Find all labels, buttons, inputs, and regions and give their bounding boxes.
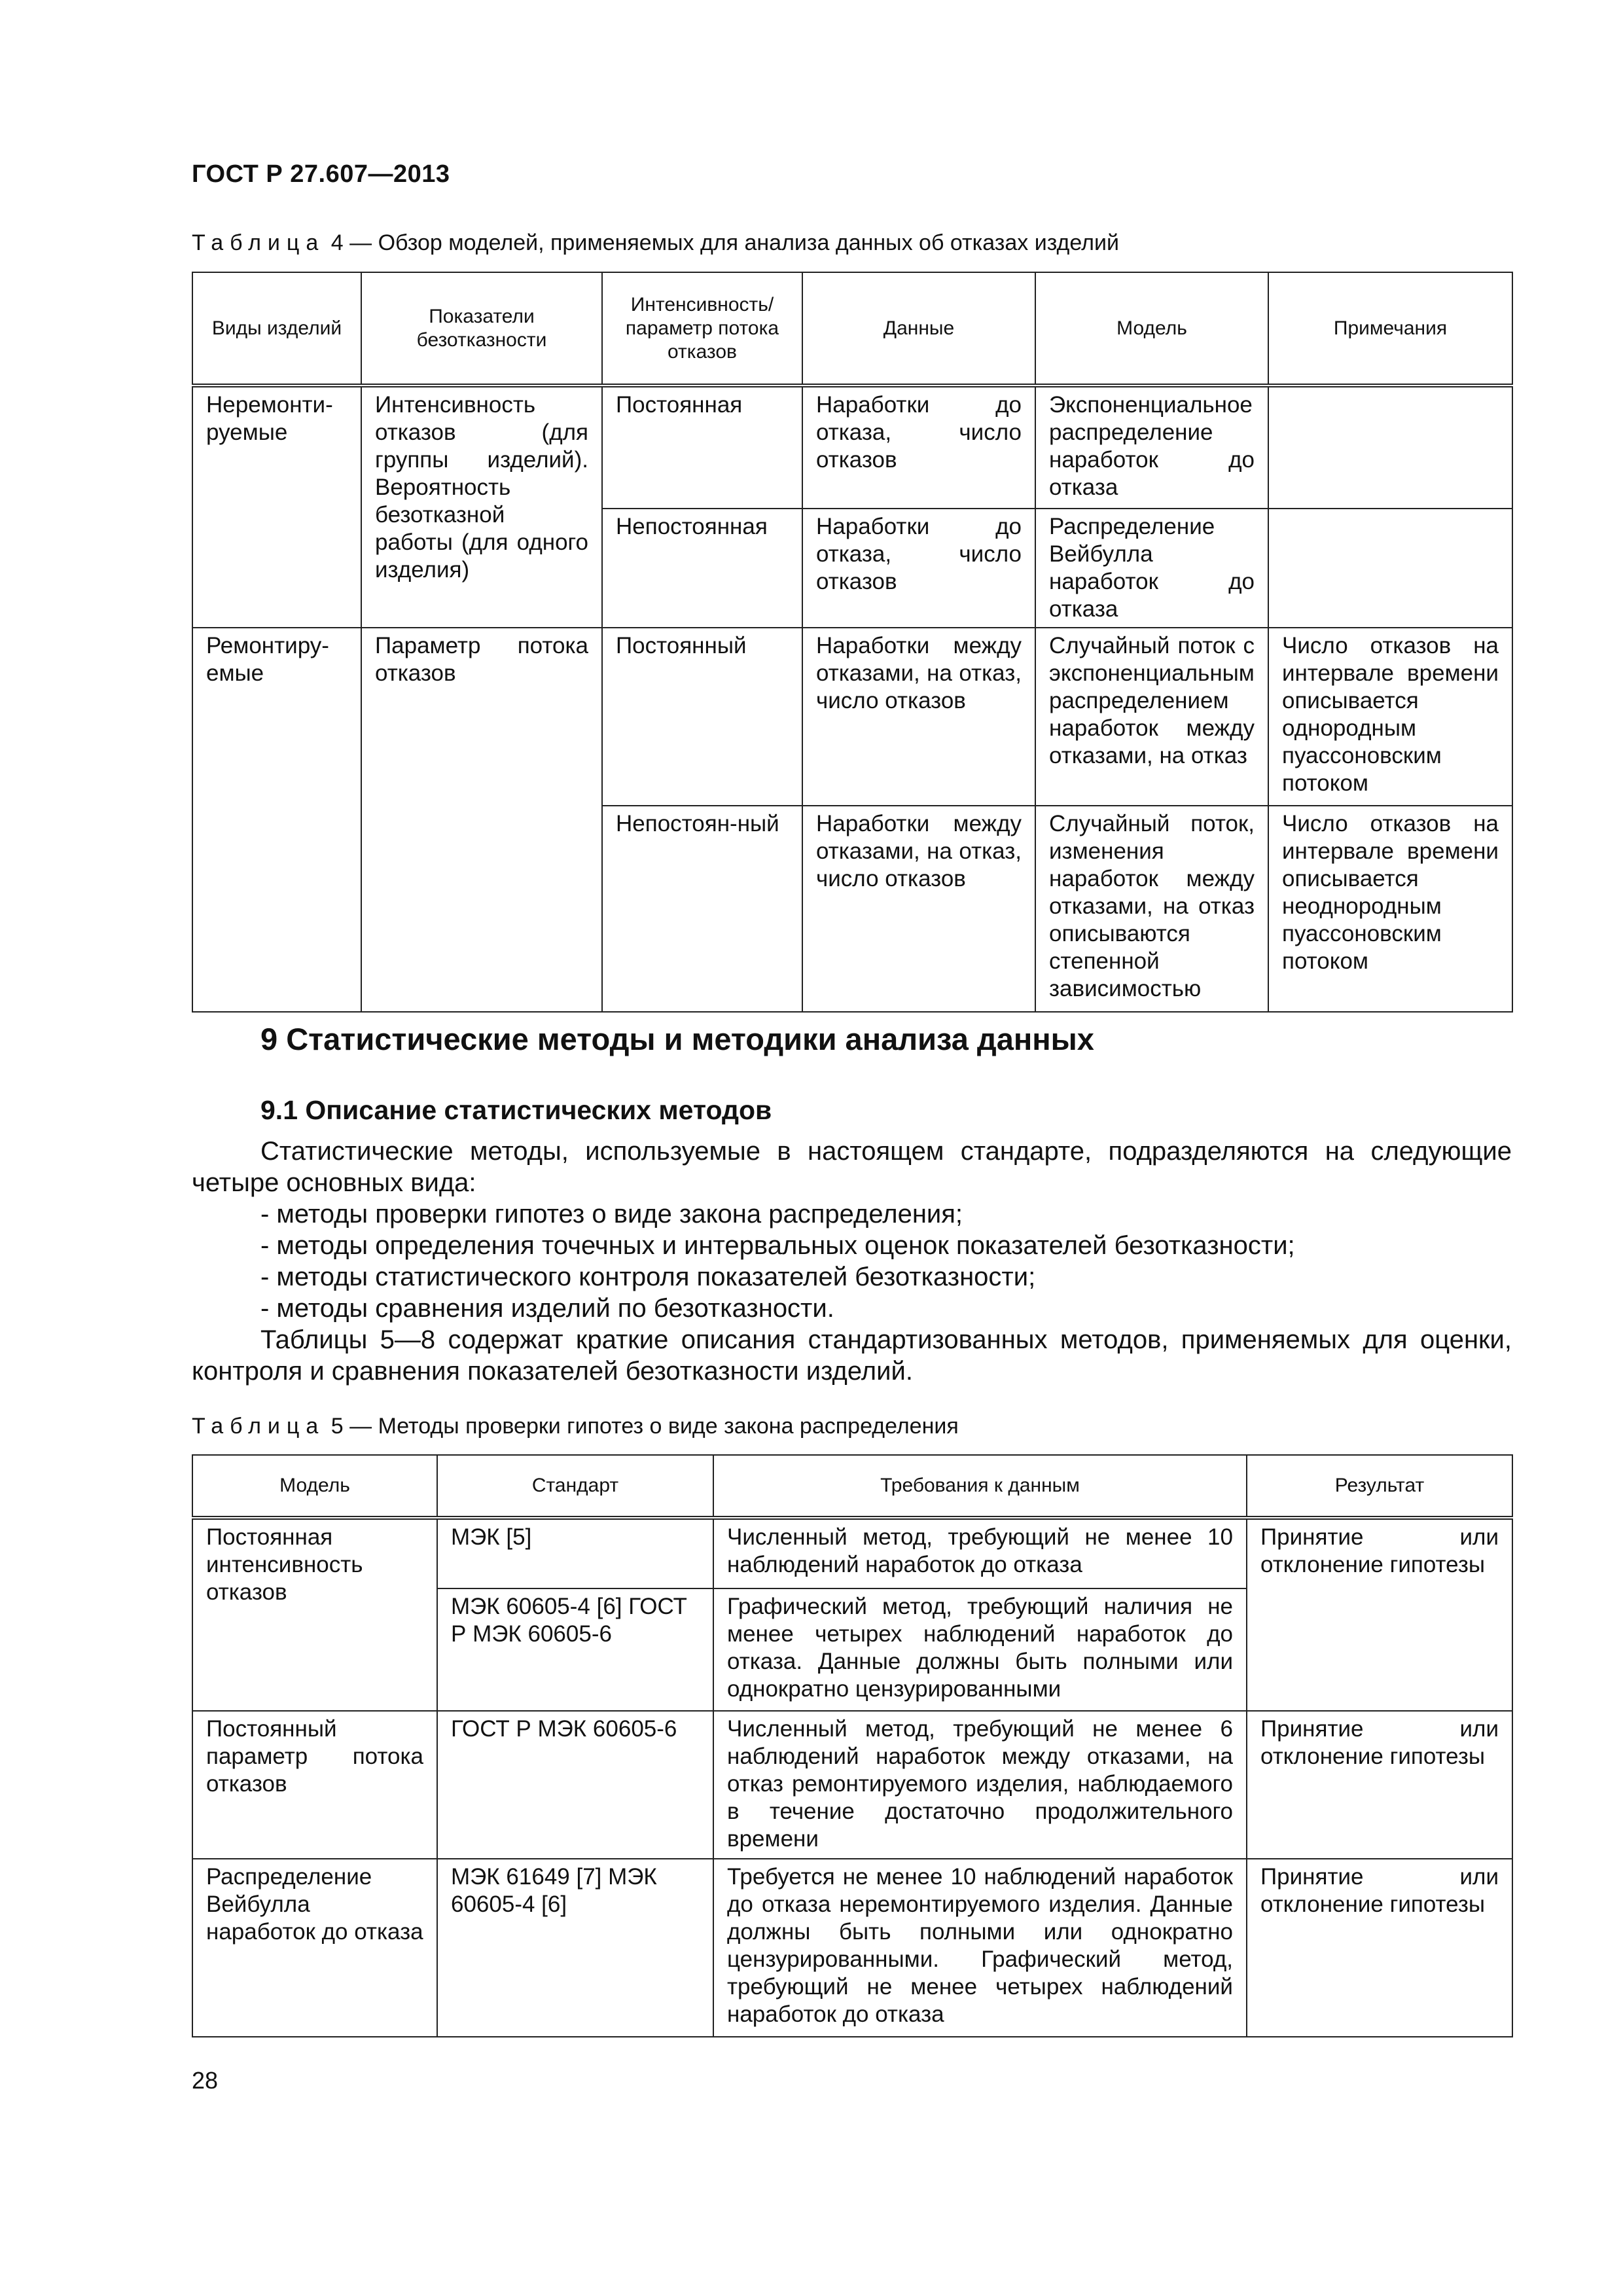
table-cell: Наработки до отказа, число отказов xyxy=(802,509,1035,628)
table4-header-row xyxy=(192,272,1512,386)
table-cell: Параметр потока отказов xyxy=(361,628,602,1012)
table-row xyxy=(192,628,1512,806)
document-header: ГОСТ Р 27.607—2013 xyxy=(192,160,450,188)
table4-header-cell: Интенсивность/ параметр потока отказов xyxy=(602,272,802,386)
table-cell: Постоянный параметр потока отказов xyxy=(192,1711,437,1859)
table-cell: Принятие или отклонение гипотезы xyxy=(1247,1711,1512,1859)
table4-header-cell: Виды изделий xyxy=(192,272,361,386)
table-cell: Наработки между отказами, на отказ, число отказов xyxy=(802,806,1035,1012)
paragraph-intro: Статистические методы, используемые в настоящем стандарте, подразделяются на следующие четыре основных вида: xyxy=(192,1137,1512,1197)
table5-header-cell: Стандарт xyxy=(437,1455,713,1518)
table5-caption-text: 5 — Методы проверки гипотез о виде закона распределения xyxy=(330,1414,959,1439)
table5-header-cell: Результат xyxy=(1247,1455,1512,1518)
list-item: - методы статистического контроля показателей безотказности; xyxy=(260,1263,1036,1291)
table-cell: Распределение Вейбулла наработок до отказа xyxy=(192,1859,437,2037)
table-cell: Постоянная xyxy=(602,386,802,509)
table-cell: Требуется не менее 10 наблюдений наработок до отказа неремонтируемого изделия. Данные должны быть полными или однократно цензурированными. Графический метод, требующий не менее четырех наблюдений наработок до отказа xyxy=(713,1859,1247,2037)
table-cell: Интенсивность отказов (для группы изделий). Вероятность безотказной работы (для одного изделия) xyxy=(361,386,602,628)
table-cell: Непостоян-ный xyxy=(602,806,802,1012)
table-cell: Непостоянная xyxy=(602,509,802,628)
table4-header-cell: Примечания xyxy=(1268,272,1512,386)
table4-header-cell: Данные xyxy=(802,272,1035,386)
table4-caption xyxy=(192,230,1119,256)
table4-caption-text: 4 — Обзор моделей, применяемых для анализа данных об отказах изделий xyxy=(330,230,1119,255)
table-row xyxy=(192,1518,1512,1588)
section-title: 9 Статистические методы и методики анализа данных xyxy=(260,1022,1094,1056)
table-cell: МЭК [5] xyxy=(437,1518,713,1588)
list-item: - методы определения точечных и интервальных оценок показателей безотказности; xyxy=(260,1231,1295,1260)
table-row xyxy=(192,1711,1512,1859)
table-cell: Экспоненциальное распределение наработок до отказа xyxy=(1035,386,1268,509)
table-cell: Случайный поток, изменения наработок между отказами, на отказ описываются степенной зависимостью xyxy=(1035,806,1268,1012)
table-row xyxy=(192,386,1512,509)
table4-header-cell: Показатели безотказности xyxy=(361,272,602,386)
table4-header-cell: Модель xyxy=(1035,272,1268,386)
table-cell: Неремонти-руемые xyxy=(192,386,361,628)
table-cell: Графический метод, требующий наличия не менее четырех наблюдений наработок до отказа. Данные должны быть полными или однократно цензурированными xyxy=(713,1588,1247,1711)
table-cell: Постоянная интенсивность отказов xyxy=(192,1518,437,1711)
table5-header-row xyxy=(192,1455,1512,1518)
table4-caption-label: Таблица xyxy=(192,230,325,255)
table-cell: Наработки до отказа, число отказов xyxy=(802,386,1035,509)
table-cell: Случайный поток с экспоненциальным распределением наработок между отказами, на отказ xyxy=(1035,628,1268,806)
table4 xyxy=(192,272,1513,1013)
table-cell: Наработки между отказами, на отказ, число отказов xyxy=(802,628,1035,806)
table-cell: Принятие или отклонение гипотезы xyxy=(1247,1518,1512,1711)
table-cell: Число отказов на интервале времени описывается однородным пуассоновским потоком xyxy=(1268,628,1512,806)
table-cell: Принятие или отклонение гипотезы xyxy=(1247,1859,1512,2037)
table-cell: Ремонтиру-емые xyxy=(192,628,361,1012)
table-cell xyxy=(1268,386,1512,509)
table5-caption xyxy=(192,1414,959,1439)
paragraph-outro: Таблицы 5—8 содержат краткие описания стандартизованных методов, применяемых для оценки, контроля и сравнения показателей безотказности изделий. xyxy=(192,1325,1512,1386)
table-cell: ГОСТ Р МЭК 60605-6 xyxy=(437,1711,713,1859)
table-cell: Численный метод, требующий не менее 6 наблюдений наработок между отказами, на отказ ремонтируемого изделия, наблюдаемого в течение достаточно продолжительного времени xyxy=(713,1711,1247,1859)
table-cell: Численный метод, требующий не менее 10 наблюдений наработок до отказа xyxy=(713,1518,1247,1588)
table-cell xyxy=(1268,509,1512,628)
table5-caption-label: Таблица xyxy=(192,1414,325,1439)
table5-header-cell: Требования к данным xyxy=(713,1455,1247,1518)
page-number: 28 xyxy=(192,2067,219,2094)
list-item: - методы проверки гипотез о виде закона распределения; xyxy=(260,1200,963,1229)
table-cell: МЭК 61649 [7] МЭК 60605-4 [6] xyxy=(437,1859,713,2037)
list-item: - методы сравнения изделий по безотказности. xyxy=(260,1294,834,1323)
subsection-title: 9.1 Описание статистических методов xyxy=(260,1095,772,1125)
table-cell: МЭК 60605-4 [6] ГОСТ Р МЭК 60605-6 xyxy=(437,1588,713,1711)
table5-header-cell: Модель xyxy=(192,1455,437,1518)
table-cell: Число отказов на интервале времени описывается неоднородным пуассоновским потоком xyxy=(1268,806,1512,1012)
table5 xyxy=(192,1454,1513,2037)
table-cell: Распределение Вейбулла наработок до отказа xyxy=(1035,509,1268,628)
table-row xyxy=(192,1859,1512,2037)
table-cell: Постоянный xyxy=(602,628,802,806)
